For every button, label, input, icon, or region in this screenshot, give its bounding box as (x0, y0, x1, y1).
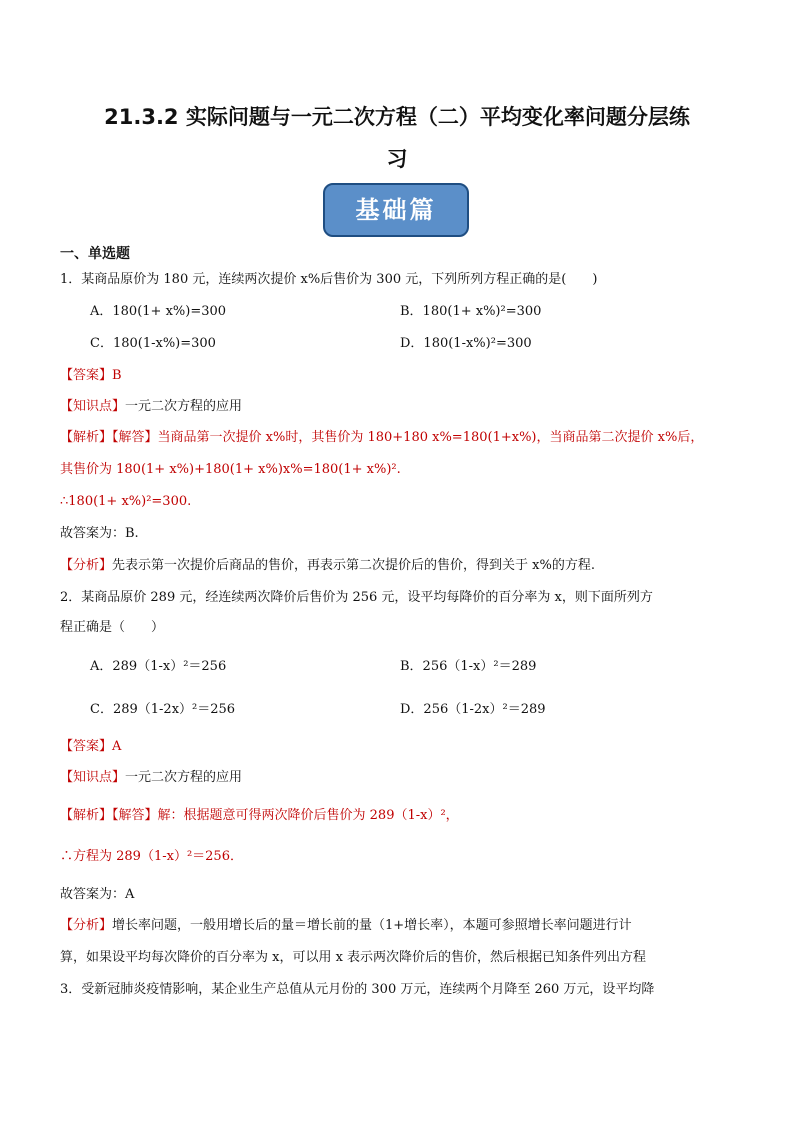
q1-analysis-1: 当商品第一次提价 x%时，其售价为 180+180 x%=180(1+x%)，当商品第二次提价 x%后， (157, 430, 704, 445)
q1-answer: B (112, 368, 122, 383)
q1-analysis-line-3: ∴180(1+ x%)²=300. (60, 494, 192, 509)
q2-knowledge: 一元二次方程的应用 (125, 770, 243, 785)
q1-option-b: B．180(1+ x%)²=300 (400, 304, 542, 319)
q2-stem-line-1: 2．某商品原价 289 元，经连续两次降价后售价为 256 元，设平均每降价的百分率为 x，则下面所列方 (60, 590, 653, 605)
q2-analysis-line-2: ∴方程为 289（1-x）²＝256． (60, 849, 243, 864)
q2-option-a: A．289（1-x）²＝256 (90, 659, 227, 674)
q1-option-c: C．180(1-x%)=300 (90, 336, 216, 351)
q1-fenxi-line (60, 556, 740, 576)
q2-analysis-tag: 【解析】【解答】 (60, 808, 158, 823)
q2-option-c: C．289（1-2x）²＝256 (90, 702, 236, 717)
q1-option-d: D．180(1-x%)²=300 (400, 336, 532, 351)
q2-knowledge-tag: 【知识点】 (60, 770, 126, 785)
q1-fenxi-tag: 【分析】 (60, 558, 113, 573)
q1-analysis-line-2: 其售价为 180(1+ x%)+180(1+ x%)x%=180(1+ x%)². (60, 462, 401, 477)
q2-fenxi-line-1 (60, 916, 740, 936)
q2-answer: A (112, 739, 122, 754)
q2-fenxi-1: 增长率问题，一般用增长后的量＝增长前的量（1+增长率），本题可参照增长率问题进行计 (112, 918, 632, 933)
section-heading: 一、单选题 (60, 246, 130, 262)
q2-option-d: D．256（1-2x）²＝289 (400, 702, 546, 717)
q1-knowledge-line (60, 397, 740, 417)
q2-answer-line (60, 737, 740, 757)
q2-analysis-line-1 (60, 806, 740, 826)
q1-analysis-line-1 (60, 428, 740, 448)
q2-stem-line-2: 程正确是（ ） (60, 620, 165, 635)
q2-answer-tag: 【答案】 (60, 739, 113, 754)
q1-analysis-tag: 【解析】【解答】 (60, 430, 158, 445)
title-line-1: 21.3.2 实际问题与一元二次方程（二）平均变化率问题分层练 (104, 105, 690, 129)
q3-stem-line-1: 3．受新冠肺炎疫情影响，某企业生产总值从元月份的 300 万元，连续两个月降至 260 万元，设平均降 (60, 982, 655, 997)
q2-knowledge-line (60, 768, 740, 788)
q1-option-a: A．180(1+ x%)=300 (90, 304, 227, 319)
page-title (60, 96, 734, 180)
q2-fenxi-tag: 【分析】 (60, 918, 113, 933)
q2-option-b: B．256（1-x）²＝289 (400, 659, 537, 674)
q1-knowledge-tag: 【知识点】 (60, 399, 126, 414)
level-badge: 基础篇 (323, 183, 469, 237)
q2-fenxi-line-2: 算，如果设平均每次降价的百分率为 x，可以用 x 表示两次降价后的售价，然后根据已知条件列出方程 (60, 950, 647, 965)
q1-answer-line (60, 366, 740, 386)
q1-answer-tag: 【答案】 (60, 368, 113, 383)
q1-stem: 1．某商品原价为 180 元，连续两次提价 x%后售价为 300 元，下列所列方程正确的是( ) (60, 272, 598, 287)
title-line-2: 习 (386, 147, 408, 171)
q2-conclusion: 故答案为：A (60, 887, 135, 902)
q1-fenxi: 先表示第一次提价后商品的售价，再表示第二次提价后的售价，得到关于 x%的方程. (112, 558, 595, 573)
q1-conclusion: 故答案为：B. (60, 526, 139, 541)
q1-knowledge: 一元二次方程的应用 (125, 399, 243, 414)
q2-analysis-1: 解：根据题意可得两次降价后售价为 289（1-x）²， (157, 808, 459, 823)
